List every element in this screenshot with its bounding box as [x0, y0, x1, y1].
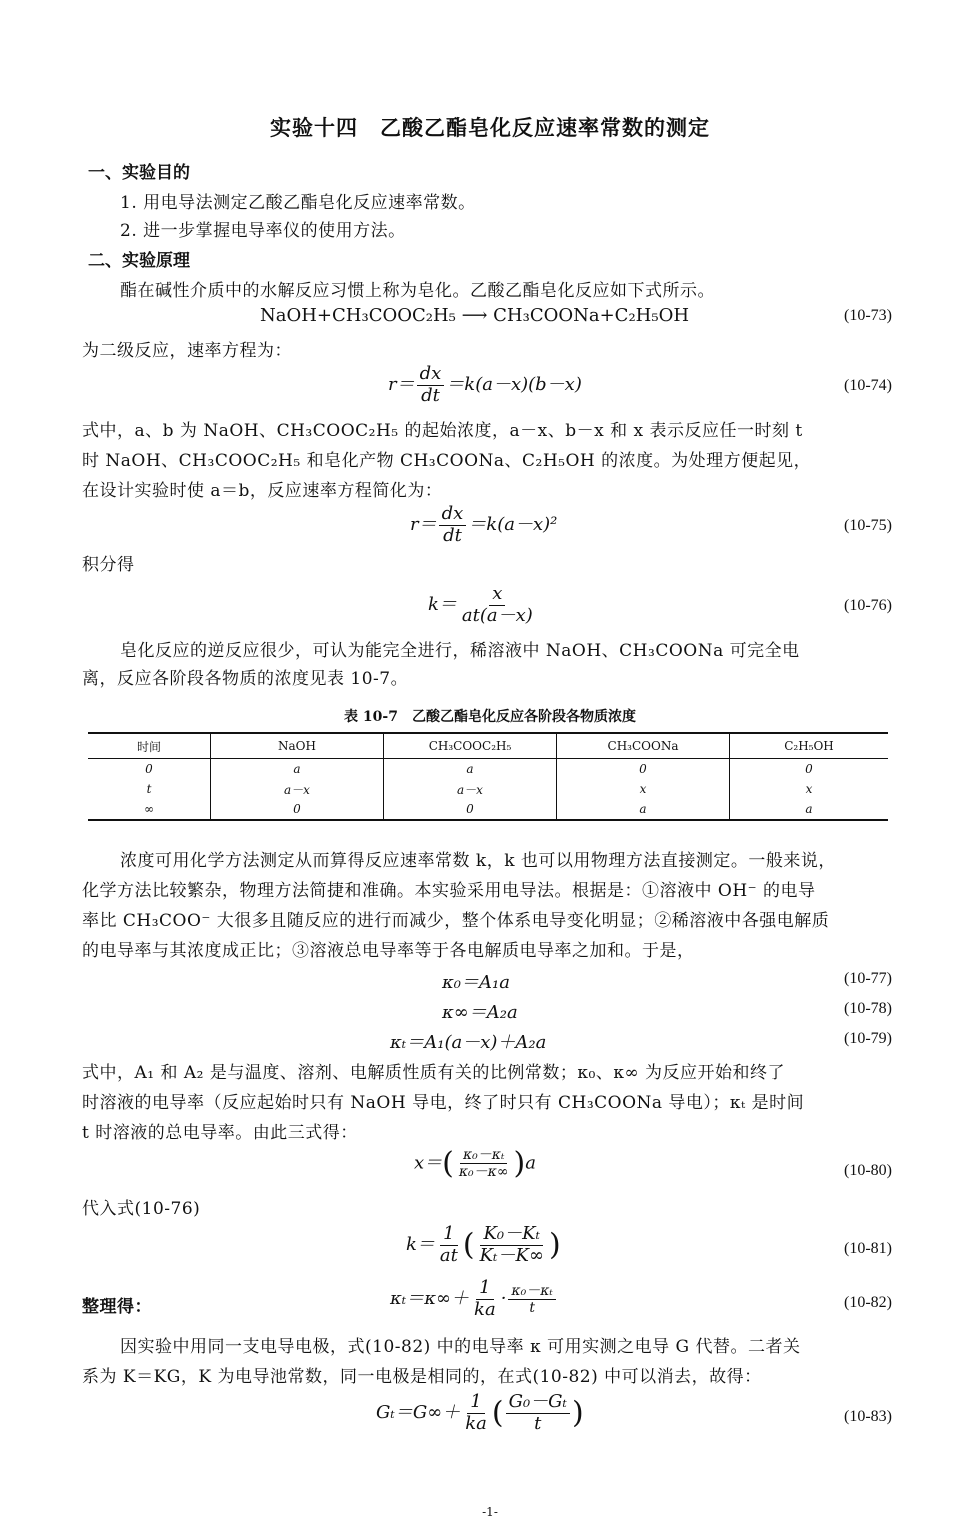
section-heading-principle: 二、实验原理	[88, 251, 190, 271]
table-cell: t	[146, 782, 152, 796]
table-cell: a	[211, 759, 384, 780]
paragraph-method-line-1: 浓度可用化学方法测定从而算得反应速率常数 k，k 也可以用物理方法直接测定。一般来说，	[120, 851, 836, 871]
equation-10-78: κ∞＝A₂a	[442, 1002, 518, 1023]
equation-number-10-83: (10-83)	[844, 1408, 892, 1425]
table-header-cell: CH₃COONa	[557, 733, 730, 759]
paragraph-constants-line-2: 时溶液的电导率（反应起始时只有 NaOH 导电，终了时只有 CH₃COONa 导电）；κₜ 是时间	[82, 1093, 805, 1113]
paragraph-conductance-line-1: 因实验中用同一支电导电极，式(10-82) 中的电导率 κ 可用实测之电导 G 代替。二者关	[120, 1337, 801, 1357]
equation-10-73: NaOH+CH₃COOC₂H₅ ⟶ CH₃COONa+C₂H₅OH	[260, 305, 690, 326]
paragraph-constants-line-1: 式中，A₁ 和 A₂ 是与温度、溶剂、电解质性质有关的比例常数；κ₀、κ∞ 为反应开始和终了	[82, 1063, 786, 1083]
equation-number-10-76: (10-76)	[844, 597, 892, 614]
paragraph-second-order: 为二级反应，速率方程为：	[82, 341, 292, 361]
table-header-cell: CH₃COOC₂H₅	[384, 733, 557, 759]
table-header-cell: 时间	[88, 733, 211, 759]
paragraph-substitute: 代入式(10-76)	[82, 1199, 201, 1219]
table-cell: ∞	[88, 799, 211, 820]
paragraph-reverse-line-1: 皂化反应的逆反应很少，可认为能完全进行，稀溶液中 NaOH、CH₃COONa 可完全电	[120, 641, 800, 661]
table-cell: a	[730, 799, 889, 820]
table-cell: 0	[211, 799, 384, 820]
table-cell: x	[557, 779, 730, 799]
equation-10-75: r＝ $\frac{dx}{dt}$ ＝k(a－x)²	[410, 503, 558, 546]
paragraph-symbols-line-2: 时 NaOH、CH₃COOC₂H₅ 和皂化产物 CH₃COONa、C₂H₅OH 的浓度。为处理方便起见，	[82, 451, 812, 471]
paragraph-symbols-line-3: 在设计实验时使 a＝b，反应速率方程简化为：	[82, 481, 443, 501]
purpose-item-1: 1. 用电导法测定乙酸乙酯皂化反应速率常数。	[120, 193, 476, 213]
paragraph-constants-line-3: t 时溶液的总电导率。由此三式得：	[82, 1123, 358, 1143]
equation-number-10-78: (10-78)	[844, 1000, 892, 1017]
equation-10-81: k＝ $\frac{1}{at}$ ( $\frac{\text{K₀－Kₜ}}{\text{Kₜ－K∞}}$ )	[406, 1223, 561, 1266]
equation-10-79: κₜ＝A₁(a－x)＋A₂a	[390, 1032, 547, 1053]
paragraph-method-line-2: 化学方法比较繁杂，物理方法简捷和准确。本实验采用电导法。根据是：①溶液中 OH⁻ 的电导	[82, 881, 816, 901]
paragraph-method-line-4: 的电导率与其浓度成正比；③溶液总电导率等于各电解质电导率之加和。于是，	[82, 941, 695, 961]
equation-number-10-75: (10-75)	[844, 517, 892, 534]
purpose-item-2: 2. 进一步掌握电导率仪的使用方法。	[120, 221, 406, 241]
table-cell: 0	[384, 799, 557, 820]
table-header-row	[88, 733, 888, 759]
page-number: -1-	[482, 1505, 498, 1519]
table-row	[88, 799, 888, 820]
table-cell: 0	[730, 759, 889, 780]
equation-10-77: κ₀＝A₁a	[442, 972, 510, 993]
table-cell: x	[730, 779, 889, 799]
table-cell: a－x	[211, 779, 384, 799]
equation-10-80: x＝( $\frac{\text{κ₀－κₜ}}{\text{κ₀－κ∞}}$ )a	[414, 1146, 536, 1181]
equation-10-76: k＝ $\frac{x}{at(a-x)}$	[428, 583, 533, 626]
concentration-table	[88, 732, 888, 821]
paragraph-symbols-line-1: 式中，a、b 为 NaOH、CH₃COOC₂H₅ 的起始浓度，a－x、b－x 和 x 表示反应任一时刻 t	[82, 421, 803, 441]
equation-number-10-81: (10-81)	[844, 1240, 892, 1257]
paragraph-integrate: 积分得	[82, 555, 135, 575]
equation-number-10-80: (10-80)	[844, 1162, 892, 1179]
equation-number-10-74: (10-74)	[844, 377, 892, 394]
table-cell: 0	[145, 762, 153, 776]
equation-number-10-73: (10-73)	[844, 307, 892, 324]
equation-10-74: r＝ $\frac{dx}{dt}$ ＝k(a－x)(b－x)	[388, 363, 582, 406]
table-cell: a	[557, 799, 730, 820]
paragraph-conductance-line-2: 系为 K＝KG，K 为电导池常数，同一电极是相同的，在式(10-82) 中可以消去，故得：	[82, 1367, 762, 1387]
paragraph-method-line-3: 率比 CH₃COO⁻ 大很多且随反应的进行而减少，整个体系电导变化明显；②稀溶液中各强电解质	[82, 911, 830, 931]
table-row	[88, 759, 888, 780]
equation-number-10-79: (10-79)	[844, 1030, 892, 1047]
table-header-cell: NaOH	[211, 733, 384, 759]
section-heading-purpose: 一、实验目的	[88, 163, 190, 183]
equation-number-10-77: (10-77)	[844, 970, 892, 987]
table-row	[88, 779, 888, 799]
paragraph-saponification: 酯在碱性介质中的水解反应习惯上称为皂化。乙酸乙酯皂化反应如下式所示。	[120, 281, 715, 301]
page-title: 实验十四 乙酸乙酯皂化反应速率常数的测定	[270, 115, 710, 140]
equation-10-82: κₜ＝κ∞＋ $\frac{1}{ka}$ · $\frac{\text{κ₀－κₜ}}{t}$	[390, 1278, 558, 1320]
table-cell: 0	[557, 759, 730, 780]
paragraph-reverse-line-2: 离，反应各阶段各物质的浓度见表 10-7。	[82, 669, 409, 689]
equation-number-10-82: (10-82)	[844, 1294, 892, 1311]
paragraph-rearrange: 整理得：	[82, 1297, 152, 1317]
table-cell: a	[384, 759, 557, 780]
table-cell: a－x	[384, 779, 557, 799]
equation-10-83: Gₜ＝G∞＋ $\frac{1}{ka}$ ( $\frac{\text{G₀－Gₜ}}{t}$ )	[376, 1391, 584, 1434]
table-caption: 表 10-7 乙酸乙酯皂化反应各阶段各物质浓度	[344, 709, 636, 725]
table-header-cell: C₂H₅OH	[730, 733, 889, 759]
